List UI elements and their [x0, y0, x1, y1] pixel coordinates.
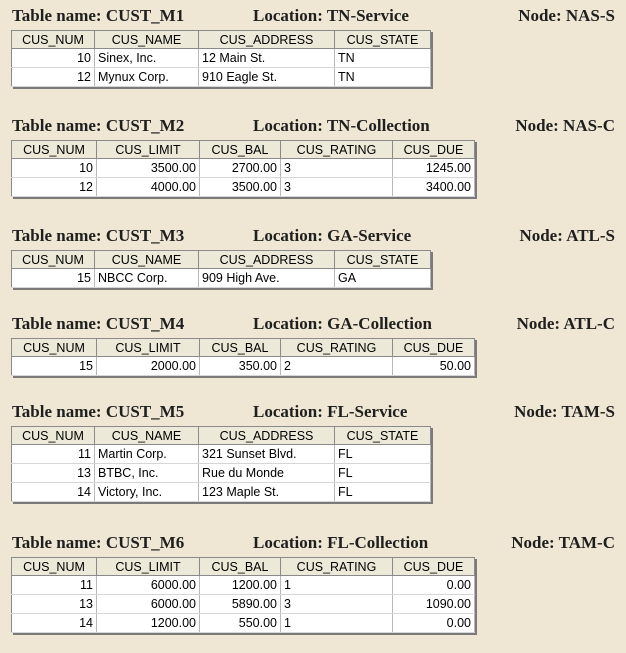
table-cell[interactable]: 12 Main St.	[199, 49, 335, 68]
table-cell[interactable]: 1245.00	[393, 159, 475, 178]
table-cell[interactable]: Mynux Corp.	[95, 68, 199, 87]
table-cell[interactable]: 15	[12, 269, 95, 288]
table-cell[interactable]: 10	[12, 49, 95, 68]
table-row[interactable]	[12, 269, 431, 288]
node-label: Node: ATL-S	[519, 226, 615, 245]
location-label: Location: GA-Service	[253, 226, 412, 245]
table-cell[interactable]: 4000.00	[97, 178, 200, 197]
table-cell[interactable]: 910 Eagle St.	[199, 68, 335, 87]
table-cell[interactable]: 14	[12, 614, 97, 633]
column-header[interactable]: CUS_LIMIT	[97, 339, 200, 357]
table-cell[interactable]: 2000.00	[97, 357, 200, 376]
column-header[interactable]: CUS_BAL	[200, 558, 281, 576]
data-grid	[11, 140, 475, 197]
data-grid	[11, 338, 475, 376]
node-label: Node: ATL-C	[516, 314, 615, 333]
table-cell[interactable]: 350.00	[200, 357, 281, 376]
table-section	[0, 6, 626, 126]
column-header[interactable]: CUS_NUM	[12, 31, 95, 49]
table-name-label: Table name: CUST_M3	[12, 226, 185, 245]
column-header[interactable]: CUS_DUE	[393, 141, 475, 159]
table-cell[interactable]: 1	[281, 576, 393, 595]
table-cell[interactable]: 6000.00	[97, 595, 200, 614]
header-row	[12, 251, 431, 269]
table-cell[interactable]: 13	[12, 464, 95, 483]
column-header[interactable]: CUS_LIMIT	[97, 141, 200, 159]
table-name-label: Table name: CUST_M2	[12, 116, 185, 135]
table-row[interactable]	[12, 614, 475, 633]
column-header[interactable]: CUS_RATING	[281, 558, 393, 576]
column-header[interactable]: CUS_STATE	[335, 31, 431, 49]
table-row[interactable]	[12, 178, 475, 197]
column-header[interactable]: CUS_NAME	[95, 251, 199, 269]
table-row[interactable]	[12, 464, 431, 483]
column-header[interactable]: CUS_NUM	[12, 558, 97, 576]
location-label: Location: TN-Collection	[253, 116, 430, 135]
column-header[interactable]: CUS_BAL	[200, 141, 281, 159]
header-row	[12, 558, 475, 576]
column-header[interactable]: CUS_ADDRESS	[199, 251, 335, 269]
column-header[interactable]: CUS_ADDRESS	[199, 31, 335, 49]
table-section	[0, 402, 626, 522]
column-header[interactable]: CUS_NUM	[12, 339, 97, 357]
table-cell[interactable]: 3400.00	[393, 178, 475, 197]
column-header[interactable]: CUS_STATE	[335, 251, 431, 269]
table-cell[interactable]: GA	[335, 269, 431, 288]
node-label: Node: NAS-S	[518, 6, 615, 25]
table-cell[interactable]: 11	[12, 576, 97, 595]
table-cell[interactable]: Victory, Inc.	[95, 483, 199, 502]
table-cell[interactable]: Rue du Monde	[199, 464, 335, 483]
table-row[interactable]	[12, 357, 475, 376]
header-row	[12, 31, 431, 49]
table-cell[interactable]: 50.00	[393, 357, 475, 376]
table-cell[interactable]: 15	[12, 357, 97, 376]
table-cell[interactable]: 550.00	[200, 614, 281, 633]
location-label: Location: FL-Service	[253, 402, 408, 421]
column-header[interactable]: CUS_NAME	[95, 31, 199, 49]
header-row	[12, 427, 431, 445]
table-row[interactable]	[12, 483, 431, 502]
data-grid	[11, 426, 431, 502]
table-cell[interactable]: 3500.00	[200, 178, 281, 197]
header-row	[12, 141, 475, 159]
table-name-label: Table name: CUST_M6	[12, 533, 185, 552]
table-cell[interactable]: 3	[281, 595, 393, 614]
table-name-label: Table name: CUST_M4	[12, 314, 185, 333]
table-row[interactable]	[12, 445, 431, 464]
column-header[interactable]: CUS_NUM	[12, 251, 95, 269]
table-cell[interactable]: 1090.00	[393, 595, 475, 614]
column-header[interactable]: CUS_BAL	[200, 339, 281, 357]
column-header[interactable]: CUS_ADDRESS	[199, 427, 335, 445]
table-cell[interactable]: 13	[12, 595, 97, 614]
location-label: Location: GA-Collection	[253, 314, 432, 333]
table-cell[interactable]: NBCC Corp.	[95, 269, 199, 288]
table-cell[interactable]: 0.00	[393, 576, 475, 595]
column-header[interactable]: CUS_DUE	[393, 339, 475, 357]
table-cell[interactable]: 2700.00	[200, 159, 281, 178]
table-cell[interactable]: 3500.00	[97, 159, 200, 178]
table-cell[interactable]: TN	[335, 68, 431, 87]
table-cell[interactable]: TN	[335, 49, 431, 68]
table-cell[interactable]: 1200.00	[97, 614, 200, 633]
table-cell[interactable]: 3	[281, 159, 393, 178]
table-cell[interactable]: 5890.00	[200, 595, 281, 614]
table-cell[interactable]: 12	[12, 68, 95, 87]
table-cell[interactable]: 11	[12, 445, 95, 464]
node-label: Node: NAS-C	[515, 116, 615, 135]
table-row[interactable]	[12, 576, 475, 595]
column-header[interactable]: CUS_NAME	[95, 427, 199, 445]
table-cell[interactable]: Martin Corp.	[95, 445, 199, 464]
table-row[interactable]	[12, 49, 431, 68]
table-cell[interactable]: FL	[335, 464, 431, 483]
table-cell[interactable]: 6000.00	[97, 576, 200, 595]
table-row[interactable]	[12, 68, 431, 87]
table-name-label: Table name: CUST_M1	[12, 6, 185, 25]
column-header[interactable]: CUS_NUM	[12, 141, 97, 159]
table-cell[interactable]: 3	[281, 178, 393, 197]
table-cell[interactable]: 0.00	[393, 614, 475, 633]
column-header[interactable]: CUS_RATING	[281, 339, 393, 357]
table-cell[interactable]: 123 Maple St.	[199, 483, 335, 502]
data-grid	[11, 557, 475, 633]
table-cell[interactable]: FL	[335, 483, 431, 502]
table-section	[0, 533, 626, 653]
table-row[interactable]	[12, 595, 475, 614]
data-grid	[11, 30, 431, 87]
location-label: Location: FL-Collection	[253, 533, 429, 552]
column-header[interactable]: CUS_STATE	[335, 427, 431, 445]
location-label: Location: TN-Service	[253, 6, 409, 25]
table-cell[interactable]: 909 High Ave.	[199, 269, 335, 288]
table-cell[interactable]: 321 Sunset Blvd.	[199, 445, 335, 464]
node-label: Node: TAM-S	[514, 402, 615, 421]
table-cell[interactable]: FL	[335, 445, 431, 464]
node-label: Node: TAM-C	[511, 533, 615, 552]
table-cell[interactable]: 1200.00	[200, 576, 281, 595]
header-row	[12, 339, 475, 357]
table-cell[interactable]: 10	[12, 159, 97, 178]
table-row[interactable]	[12, 159, 475, 178]
table-cell[interactable]: 2	[281, 357, 393, 376]
column-header[interactable]: CUS_LIMIT	[97, 558, 200, 576]
table-cell[interactable]: Sinex, Inc.	[95, 49, 199, 68]
table-section	[0, 116, 626, 236]
table-cell[interactable]: 14	[12, 483, 95, 502]
table-cell[interactable]: BTBC, Inc.	[95, 464, 199, 483]
table-cell[interactable]: 1	[281, 614, 393, 633]
table-cell[interactable]: 12	[12, 178, 97, 197]
table-name-label: Table name: CUST_M5	[12, 402, 185, 421]
column-header[interactable]: CUS_DUE	[393, 558, 475, 576]
data-grid	[11, 250, 431, 288]
column-header[interactable]: CUS_RATING	[281, 141, 393, 159]
column-header[interactable]: CUS_NUM	[12, 427, 95, 445]
